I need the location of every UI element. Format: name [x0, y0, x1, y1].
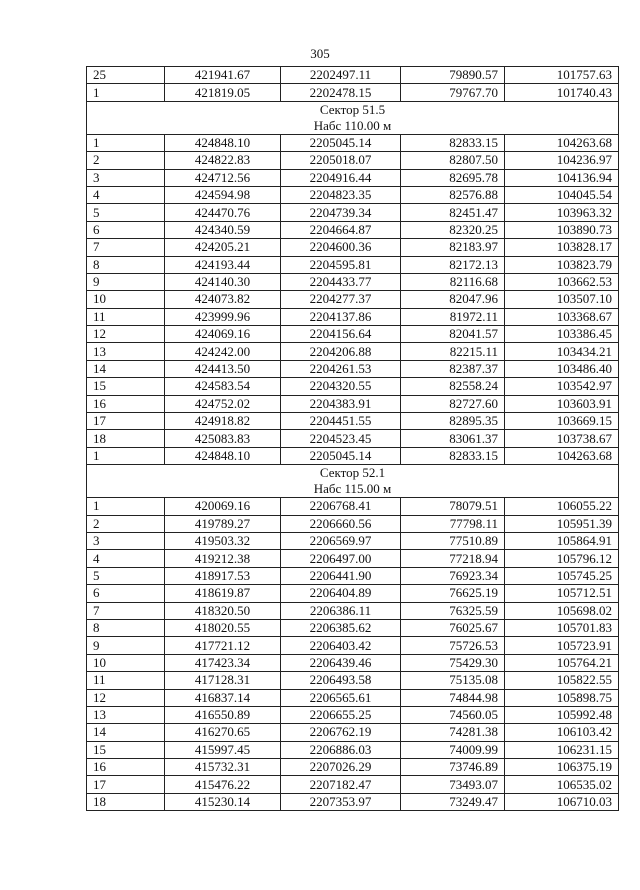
table-row: [87, 273, 619, 290]
point-number: 5: [87, 567, 165, 584]
y-coordinate: 2206660.56: [281, 515, 401, 532]
x-local: 82215.11: [401, 343, 505, 360]
table-row: [87, 221, 619, 238]
y-local: 103368.67: [505, 308, 619, 325]
x-local: 74560.05: [401, 706, 505, 723]
x-coordinate: 424822.83: [165, 152, 281, 169]
table-row: [87, 291, 619, 308]
y-coordinate: 2202478.15: [281, 84, 401, 101]
sector-header: [87, 101, 619, 134]
point-number: 18: [87, 793, 165, 810]
point-number: 15: [87, 378, 165, 395]
x-local: 74009.99: [401, 741, 505, 758]
y-coordinate: 2207026.29: [281, 759, 401, 776]
y-coordinate: 2204664.87: [281, 221, 401, 238]
y-local: 103507.10: [505, 291, 619, 308]
y-coordinate: 2204433.77: [281, 273, 401, 290]
x-coordinate: 415230.14: [165, 793, 281, 810]
y-local: 103890.73: [505, 221, 619, 238]
table-row: [87, 498, 619, 515]
y-local: 103828.17: [505, 239, 619, 256]
table-row: [87, 413, 619, 430]
table-row: [87, 186, 619, 203]
sector-header: [87, 465, 619, 498]
x-local: 79890.57: [401, 67, 505, 84]
y-coordinate: 2204320.55: [281, 378, 401, 395]
x-coordinate: 424594.98: [165, 186, 281, 203]
x-coordinate: 424413.50: [165, 360, 281, 377]
x-local: 76625.19: [401, 585, 505, 602]
coordinates-table: [86, 66, 619, 811]
x-local: 74844.98: [401, 689, 505, 706]
x-coordinate: 417128.31: [165, 672, 281, 689]
table-row: [87, 706, 619, 723]
y-local: 106231.15: [505, 741, 619, 758]
x-coordinate: 421941.67: [165, 67, 281, 84]
point-number: 17: [87, 776, 165, 793]
y-coordinate: 2205018.07: [281, 152, 401, 169]
x-coordinate: 424752.02: [165, 395, 281, 412]
y-coordinate: 2204600.36: [281, 239, 401, 256]
point-number: 12: [87, 326, 165, 343]
point-number: 17: [87, 413, 165, 430]
point-number: 12: [87, 689, 165, 706]
x-local: 83061.37: [401, 430, 505, 447]
y-coordinate: 2206768.41: [281, 498, 401, 515]
table-row: [87, 776, 619, 793]
x-local: 82451.47: [401, 204, 505, 221]
x-coordinate: 424583.54: [165, 378, 281, 395]
y-coordinate: 2206886.03: [281, 741, 401, 758]
point-number: 1: [87, 447, 165, 464]
table-row: [87, 689, 619, 706]
x-local: 82576.88: [401, 186, 505, 203]
y-coordinate: 2206569.97: [281, 532, 401, 549]
table-row: [87, 430, 619, 447]
table-row: [87, 84, 619, 101]
x-local: 82116.68: [401, 273, 505, 290]
point-number: 13: [87, 706, 165, 723]
table-row: [87, 169, 619, 186]
y-coordinate: 2204823.35: [281, 186, 401, 203]
point-number: 7: [87, 602, 165, 619]
y-coordinate: 2202497.11: [281, 67, 401, 84]
point-number: 4: [87, 550, 165, 567]
table-row: [87, 654, 619, 671]
point-number: 4: [87, 186, 165, 203]
x-coordinate: 415476.22: [165, 776, 281, 793]
table-row: [87, 256, 619, 273]
point-number: 11: [87, 672, 165, 689]
x-local: 82833.15: [401, 447, 505, 464]
y-local: 103434.21: [505, 343, 619, 360]
y-coordinate: 2206497.00: [281, 550, 401, 567]
y-coordinate: 2204156.64: [281, 326, 401, 343]
point-number: 1: [87, 134, 165, 151]
table-row: [87, 550, 619, 567]
x-coordinate: 424205.21: [165, 239, 281, 256]
x-coordinate: 424712.56: [165, 169, 281, 186]
y-coordinate: 2206439.46: [281, 654, 401, 671]
y-local: 106375.19: [505, 759, 619, 776]
table-row: [87, 741, 619, 758]
y-local: 101757.63: [505, 67, 619, 84]
x-local: 77218.94: [401, 550, 505, 567]
sector-header-row: [87, 465, 619, 498]
x-local: 76325.59: [401, 602, 505, 619]
x-local: 74281.38: [401, 724, 505, 741]
table-row: [87, 308, 619, 325]
x-coordinate: 424140.30: [165, 273, 281, 290]
x-coordinate: 424848.10: [165, 134, 281, 151]
x-coordinate: 418619.87: [165, 585, 281, 602]
table-row: [87, 378, 619, 395]
table-row: [87, 602, 619, 619]
table-row: [87, 759, 619, 776]
x-coordinate: 415997.45: [165, 741, 281, 758]
y-coordinate: 2206565.61: [281, 689, 401, 706]
y-local: 103542.97: [505, 378, 619, 395]
x-local: 82833.15: [401, 134, 505, 151]
table-row: [87, 637, 619, 654]
y-coordinate: 2207182.47: [281, 776, 401, 793]
sector-title: Сектор 52.1: [319, 465, 386, 481]
y-coordinate: 2207353.97: [281, 793, 401, 810]
y-local: 104136.94: [505, 169, 619, 186]
table-row: [87, 567, 619, 584]
y-coordinate: 2204739.34: [281, 204, 401, 221]
point-number: 10: [87, 654, 165, 671]
point-number: 6: [87, 221, 165, 238]
point-number: 2: [87, 515, 165, 532]
x-coordinate: 417423.34: [165, 654, 281, 671]
point-number: 8: [87, 256, 165, 273]
x-coordinate: 423999.96: [165, 308, 281, 325]
y-coordinate: 2206386.11: [281, 602, 401, 619]
table-row: [87, 204, 619, 221]
y-coordinate: 2204451.55: [281, 413, 401, 430]
y-local: 103386.45: [505, 326, 619, 343]
point-number: 2: [87, 152, 165, 169]
table-row: [87, 724, 619, 741]
point-number: 11: [87, 308, 165, 325]
x-local: 82807.50: [401, 152, 505, 169]
y-local: 105822.55: [505, 672, 619, 689]
y-coordinate: 2204137.86: [281, 308, 401, 325]
x-coordinate: 424069.16: [165, 326, 281, 343]
x-coordinate: 418020.55: [165, 619, 281, 636]
y-coordinate: 2204916.44: [281, 169, 401, 186]
y-local: 103662.53: [505, 273, 619, 290]
table-row: [87, 67, 619, 84]
point-number: 1: [87, 498, 165, 515]
x-coordinate: 418917.53: [165, 567, 281, 584]
point-number: 9: [87, 637, 165, 654]
y-local: 105764.21: [505, 654, 619, 671]
y-local: 105745.25: [505, 567, 619, 584]
x-coordinate: 416837.14: [165, 689, 281, 706]
sector-title: Сектор 51.5: [319, 101, 386, 117]
point-number: 5: [87, 204, 165, 221]
x-local: 76923.34: [401, 567, 505, 584]
x-local: 76025.67: [401, 619, 505, 636]
y-local: 106710.03: [505, 793, 619, 810]
x-local: 75726.53: [401, 637, 505, 654]
x-local: 75429.30: [401, 654, 505, 671]
table-row: [87, 360, 619, 377]
x-coordinate: 424918.82: [165, 413, 281, 430]
x-coordinate: 424470.76: [165, 204, 281, 221]
x-local: 82047.96: [401, 291, 505, 308]
y-coordinate: 2206385.62: [281, 619, 401, 636]
y-local: 105698.02: [505, 602, 619, 619]
y-local: 105864.91: [505, 532, 619, 549]
x-coordinate: 419789.27: [165, 515, 281, 532]
y-local: 104045.54: [505, 186, 619, 203]
point-number: 8: [87, 619, 165, 636]
y-coordinate: 2204523.45: [281, 430, 401, 447]
sector-height: Набс 115.00 м: [313, 481, 392, 497]
table-row: [87, 239, 619, 256]
x-local: 79767.70: [401, 84, 505, 101]
x-local: 82558.24: [401, 378, 505, 395]
x-local: 82387.37: [401, 360, 505, 377]
x-local: 77798.11: [401, 515, 505, 532]
table-row: [87, 619, 619, 636]
x-local: 82895.35: [401, 413, 505, 430]
y-local: 103738.67: [505, 430, 619, 447]
y-local: 103486.40: [505, 360, 619, 377]
point-number: 3: [87, 169, 165, 186]
x-coordinate: 416550.89: [165, 706, 281, 723]
point-number: 3: [87, 532, 165, 549]
x-coordinate: 417721.12: [165, 637, 281, 654]
y-local: 104263.68: [505, 134, 619, 151]
y-coordinate: 2205045.14: [281, 447, 401, 464]
table-row: [87, 793, 619, 810]
y-local: 105992.48: [505, 706, 619, 723]
y-local: 105898.75: [505, 689, 619, 706]
point-number: 7: [87, 239, 165, 256]
sector-height: Набс 110.00 м: [313, 117, 392, 133]
y-coordinate: 2204595.81: [281, 256, 401, 273]
x-local: 82727.60: [401, 395, 505, 412]
sector-header-row: [87, 101, 619, 134]
point-number: 13: [87, 343, 165, 360]
y-local: 105712.51: [505, 585, 619, 602]
y-local: 103963.32: [505, 204, 619, 221]
x-local: 73493.07: [401, 776, 505, 793]
y-local: 104263.68: [505, 447, 619, 464]
x-local: 75135.08: [401, 672, 505, 689]
x-local: 82041.57: [401, 326, 505, 343]
x-coordinate: 421819.05: [165, 84, 281, 101]
y-coordinate: 2204277.37: [281, 291, 401, 308]
y-local: 103603.91: [505, 395, 619, 412]
y-coordinate: 2206493.58: [281, 672, 401, 689]
y-local: 101740.43: [505, 84, 619, 101]
x-coordinate: 420069.16: [165, 498, 281, 515]
x-coordinate: 419503.32: [165, 532, 281, 549]
y-coordinate: 2206655.25: [281, 706, 401, 723]
table-row: [87, 532, 619, 549]
y-local: 103823.79: [505, 256, 619, 273]
point-number: 25: [87, 67, 165, 84]
table-row: [87, 672, 619, 689]
point-number: 16: [87, 395, 165, 412]
point-number: 15: [87, 741, 165, 758]
point-number: 1: [87, 84, 165, 101]
y-coordinate: 2204206.88: [281, 343, 401, 360]
table-row: [87, 152, 619, 169]
y-coordinate: 2206404.89: [281, 585, 401, 602]
table-row: [87, 326, 619, 343]
y-local: 105951.39: [505, 515, 619, 532]
y-local: 105701.83: [505, 619, 619, 636]
y-local: 103669.15: [505, 413, 619, 430]
x-local: 82320.25: [401, 221, 505, 238]
table-row: [87, 134, 619, 151]
y-coordinate: 2205045.14: [281, 134, 401, 151]
x-local: 73249.47: [401, 793, 505, 810]
x-coordinate: 424848.10: [165, 447, 281, 464]
y-coordinate: 2204261.53: [281, 360, 401, 377]
table-row: [87, 585, 619, 602]
x-local: 82183.97: [401, 239, 505, 256]
point-number: 16: [87, 759, 165, 776]
point-number: 10: [87, 291, 165, 308]
y-coordinate: 2204383.91: [281, 395, 401, 412]
y-local: 105723.91: [505, 637, 619, 654]
y-coordinate: 2206441.90: [281, 567, 401, 584]
point-number: 6: [87, 585, 165, 602]
x-coordinate: 424193.44: [165, 256, 281, 273]
x-coordinate: 418320.50: [165, 602, 281, 619]
page-number: 305: [310, 46, 330, 61]
x-coordinate: 424242.00: [165, 343, 281, 360]
y-local: 106535.02: [505, 776, 619, 793]
x-local: 78079.51: [401, 498, 505, 515]
y-local: 104236.97: [505, 152, 619, 169]
x-coordinate: 416270.65: [165, 724, 281, 741]
table-row: [87, 515, 619, 532]
x-local: 73746.89: [401, 759, 505, 776]
point-number: 18: [87, 430, 165, 447]
x-coordinate: 415732.31: [165, 759, 281, 776]
point-number: 14: [87, 360, 165, 377]
x-coordinate: 419212.38: [165, 550, 281, 567]
y-local: 106103.42: [505, 724, 619, 741]
x-local: 81972.11: [401, 308, 505, 325]
x-coordinate: 424340.59: [165, 221, 281, 238]
x-local: 77510.89: [401, 532, 505, 549]
y-local: 105796.12: [505, 550, 619, 567]
x-local: 82695.78: [401, 169, 505, 186]
point-number: 14: [87, 724, 165, 741]
y-coordinate: 2206762.19: [281, 724, 401, 741]
x-coordinate: 424073.82: [165, 291, 281, 308]
x-local: 82172.13: [401, 256, 505, 273]
y-coordinate: 2206403.42: [281, 637, 401, 654]
y-local: 106055.22: [505, 498, 619, 515]
table-row: [87, 447, 619, 464]
x-coordinate: 425083.83: [165, 430, 281, 447]
table-row: [87, 395, 619, 412]
point-number: 9: [87, 273, 165, 290]
table-row: [87, 343, 619, 360]
